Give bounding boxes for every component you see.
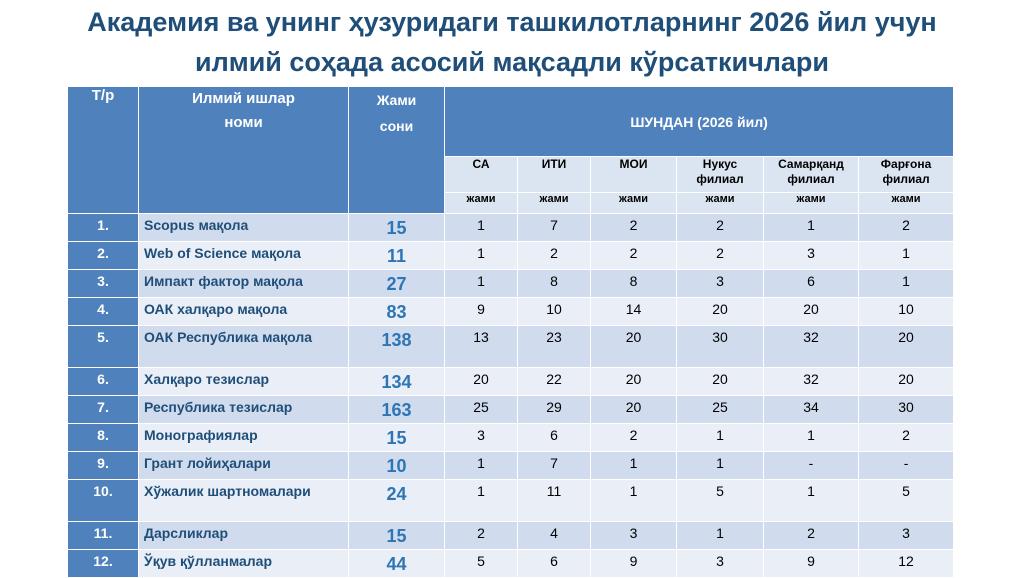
row-value-fergana: 1 bbox=[859, 270, 954, 298]
row-value-nukus: 25 bbox=[677, 396, 764, 424]
row-value-fergana: 30 bbox=[859, 396, 954, 424]
header-jami: жами bbox=[764, 193, 859, 214]
table-row bbox=[68, 522, 954, 550]
header-num: Т/р bbox=[68, 87, 139, 214]
header-name bbox=[139, 87, 349, 214]
header-total bbox=[349, 87, 445, 214]
row-name: Монографиялар bbox=[139, 424, 349, 452]
row-name: Web of Science мақола bbox=[139, 242, 349, 270]
header-jami: жами bbox=[677, 193, 764, 214]
row-value-samarkand: 3 bbox=[764, 242, 859, 270]
row-value-sa: 1 bbox=[445, 452, 518, 480]
org-line-1: МОИ bbox=[619, 157, 648, 171]
row-value-sa: 5 bbox=[445, 550, 518, 578]
row-value-moi: 20 bbox=[591, 326, 677, 368]
row-value-moi: 20 bbox=[591, 396, 677, 424]
row-value-iti: 10 bbox=[518, 298, 591, 326]
header-name-line-2: номи bbox=[224, 114, 263, 131]
row-value-sa: 13 bbox=[445, 326, 518, 368]
row-value-samarkand: 34 bbox=[764, 396, 859, 424]
row-num: 5. bbox=[68, 326, 139, 368]
row-value-fergana: 20 bbox=[859, 368, 954, 396]
row-num: 2. bbox=[68, 242, 139, 270]
row-value-sa: 9 bbox=[445, 298, 518, 326]
header-jami: жами bbox=[518, 193, 591, 214]
row-num: 7. bbox=[68, 396, 139, 424]
header-total-line-2: сони bbox=[379, 118, 414, 134]
row-value-samarkand: 1 bbox=[764, 424, 859, 452]
header-org-nukus bbox=[677, 157, 764, 193]
org-line-2: филиал bbox=[882, 172, 930, 186]
row-name: Халқаро тезислар bbox=[139, 368, 349, 396]
row-value-nukus: 30 bbox=[677, 326, 764, 368]
row-value-sa: 1 bbox=[445, 480, 518, 522]
row-value-nukus: 3 bbox=[677, 270, 764, 298]
row-value-moi: 2 bbox=[591, 214, 677, 242]
row-value-samarkand: 32 bbox=[764, 326, 859, 368]
row-value-sa: 2 bbox=[445, 522, 518, 550]
header-jami: жами bbox=[591, 193, 677, 214]
table-row bbox=[68, 480, 954, 522]
row-num: 11. bbox=[68, 522, 139, 550]
row-value-sa: 1 bbox=[445, 270, 518, 298]
row-value-iti: 29 bbox=[518, 396, 591, 424]
row-value-nukus: 20 bbox=[677, 368, 764, 396]
table-header bbox=[68, 87, 954, 214]
row-value-fergana: - bbox=[859, 452, 954, 480]
org-line-1: Фарғона bbox=[880, 157, 932, 171]
row-name: Дарсликлар bbox=[139, 522, 349, 550]
targets-table bbox=[67, 86, 954, 578]
row-num: 8. bbox=[68, 424, 139, 452]
row-value-moi: 8 bbox=[591, 270, 677, 298]
row-total: 163 bbox=[349, 396, 445, 424]
row-total: 44 bbox=[349, 550, 445, 578]
table-row bbox=[68, 396, 954, 424]
row-value-moi: 2 bbox=[591, 242, 677, 270]
row-name: Scopus мақола bbox=[139, 214, 349, 242]
header-name-line-1: Илмий ишлар bbox=[192, 90, 295, 107]
row-name: Грант лойиҳалари bbox=[139, 452, 349, 480]
row-value-moi: 20 bbox=[591, 368, 677, 396]
row-value-samarkand: 2 bbox=[764, 522, 859, 550]
header-total-line-1: Жами bbox=[376, 92, 417, 108]
row-value-fergana: 3 bbox=[859, 522, 954, 550]
row-total: 15 bbox=[349, 424, 445, 452]
row-num: 9. bbox=[68, 452, 139, 480]
row-value-nukus: 1 bbox=[677, 424, 764, 452]
row-value-moi: 3 bbox=[591, 522, 677, 550]
row-total: 15 bbox=[349, 214, 445, 242]
title-line-2: илмий соҳада асосий мақсадли кўрсаткичлари bbox=[194, 47, 830, 77]
header-org-fergana bbox=[859, 157, 954, 193]
row-total: 11 bbox=[349, 242, 445, 270]
row-value-nukus: 1 bbox=[677, 522, 764, 550]
row-num: 12. bbox=[68, 550, 139, 578]
row-value-sa: 3 bbox=[445, 424, 518, 452]
row-value-moi: 1 bbox=[591, 452, 677, 480]
row-value-iti: 7 bbox=[518, 214, 591, 242]
header-org-samarkand bbox=[764, 157, 859, 193]
row-name: ОАК Республика мақола bbox=[139, 326, 349, 368]
row-value-iti: 4 bbox=[518, 522, 591, 550]
row-value-iti: 23 bbox=[518, 326, 591, 368]
row-value-fergana: 12 bbox=[859, 550, 954, 578]
header-jami: жами bbox=[859, 193, 954, 214]
row-value-samarkand: 6 bbox=[764, 270, 859, 298]
org-line-1: Нукус bbox=[702, 157, 738, 171]
row-value-samarkand: 32 bbox=[764, 368, 859, 396]
row-value-nukus: 5 bbox=[677, 480, 764, 522]
row-value-fergana: 1 bbox=[859, 242, 954, 270]
row-value-samarkand: 20 bbox=[764, 298, 859, 326]
table-row bbox=[68, 550, 954, 578]
row-total: 27 bbox=[349, 270, 445, 298]
org-line-1: СА bbox=[472, 157, 490, 171]
row-num: 1. bbox=[68, 214, 139, 242]
row-value-moi: 14 bbox=[591, 298, 677, 326]
row-value-nukus: 1 bbox=[677, 452, 764, 480]
org-line-2: филиал bbox=[787, 172, 835, 186]
table-row bbox=[68, 298, 954, 326]
row-total: 24 bbox=[349, 480, 445, 522]
row-value-nukus: 3 bbox=[677, 550, 764, 578]
row-total: 83 bbox=[349, 298, 445, 326]
row-value-nukus: 2 bbox=[677, 214, 764, 242]
row-value-samarkand: 9 bbox=[764, 550, 859, 578]
org-line-2: филиал bbox=[696, 172, 744, 186]
row-value-iti: 7 bbox=[518, 452, 591, 480]
table-row bbox=[68, 424, 954, 452]
row-value-sa: 20 bbox=[445, 368, 518, 396]
row-value-iti: 11 bbox=[518, 480, 591, 522]
row-value-fergana: 20 bbox=[859, 326, 954, 368]
header-group: ШУНДАН (2026 йил) bbox=[445, 87, 954, 157]
row-value-moi: 1 bbox=[591, 480, 677, 522]
row-value-sa: 1 bbox=[445, 242, 518, 270]
row-value-nukus: 20 bbox=[677, 298, 764, 326]
row-name: Ўқув қўлланмалар bbox=[139, 550, 349, 578]
row-total: 10 bbox=[349, 452, 445, 480]
row-name: Импакт фактор мақола bbox=[139, 270, 349, 298]
row-value-iti: 2 bbox=[518, 242, 591, 270]
row-value-fergana: 5 bbox=[859, 480, 954, 522]
table-row bbox=[68, 242, 954, 270]
org-line-1: ИТИ bbox=[541, 157, 567, 171]
table-row bbox=[68, 326, 954, 368]
row-value-fergana: 2 bbox=[859, 214, 954, 242]
row-value-samarkand: 1 bbox=[764, 214, 859, 242]
row-total: 15 bbox=[349, 522, 445, 550]
row-num: 6. bbox=[68, 368, 139, 396]
table-row bbox=[68, 214, 954, 242]
row-value-iti: 8 bbox=[518, 270, 591, 298]
row-value-sa: 1 bbox=[445, 214, 518, 242]
row-value-iti: 6 bbox=[518, 550, 591, 578]
table-body bbox=[68, 214, 954, 578]
header-org-moi bbox=[591, 157, 677, 193]
table-row bbox=[68, 452, 954, 480]
row-num: 10. bbox=[68, 480, 139, 522]
row-value-samarkand: - bbox=[764, 452, 859, 480]
header-jami: жами bbox=[445, 193, 518, 214]
row-name: Хўжалик шартномалари bbox=[139, 480, 349, 522]
row-num: 3. bbox=[68, 270, 139, 298]
row-value-samarkand: 1 bbox=[764, 480, 859, 522]
table-row bbox=[68, 368, 954, 396]
org-line-1: Самарқанд bbox=[778, 157, 844, 171]
row-name: Республика тезислар bbox=[139, 396, 349, 424]
table-row bbox=[68, 270, 954, 298]
row-total: 134 bbox=[349, 368, 445, 396]
row-num: 4. bbox=[68, 298, 139, 326]
row-value-moi: 2 bbox=[591, 424, 677, 452]
row-value-moi: 9 bbox=[591, 550, 677, 578]
row-value-iti: 6 bbox=[518, 424, 591, 452]
row-name: ОАК халқаро мақола bbox=[139, 298, 349, 326]
row-value-sa: 25 bbox=[445, 396, 518, 424]
header-org-sa bbox=[445, 157, 518, 193]
row-value-nukus: 2 bbox=[677, 242, 764, 270]
row-value-fergana: 10 bbox=[859, 298, 954, 326]
row-value-fergana: 2 bbox=[859, 424, 954, 452]
row-total: 138 bbox=[349, 326, 445, 368]
header-org-iti bbox=[518, 157, 591, 193]
title-line-1: Академия ва унинг ҳузуридаги ташкилотларнинг 2026 йил учун bbox=[87, 7, 937, 37]
row-value-iti: 22 bbox=[518, 368, 591, 396]
